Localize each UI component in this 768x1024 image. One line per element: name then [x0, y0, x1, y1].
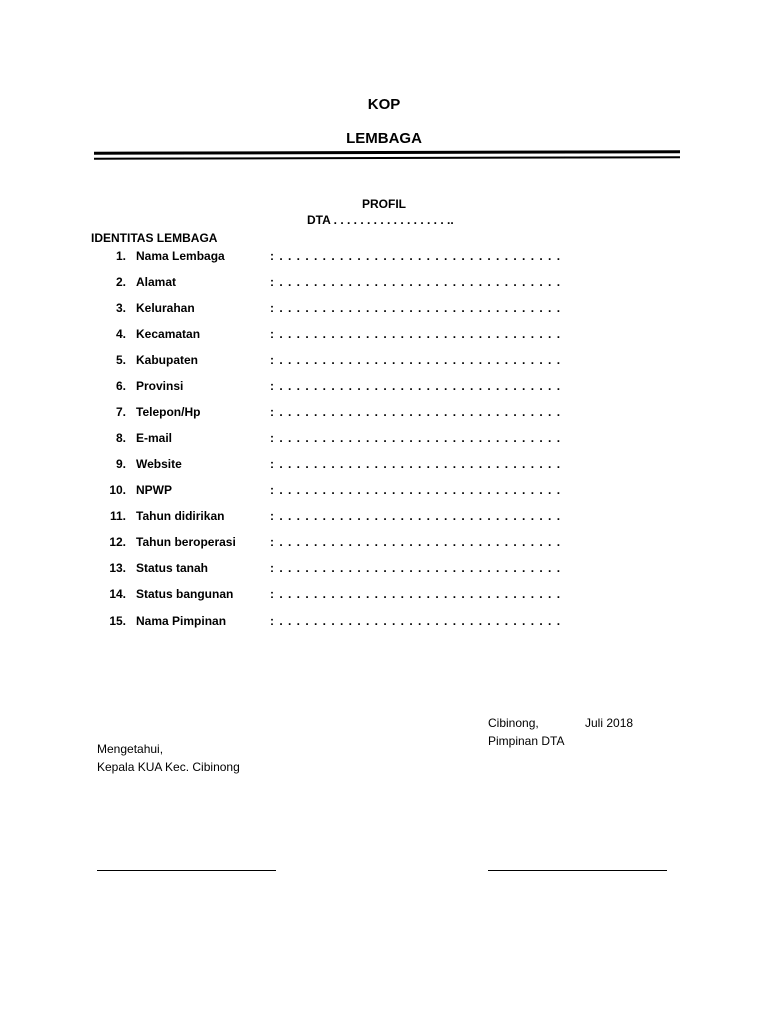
field-number: 10. [109, 483, 126, 497]
field-row [0, 431, 768, 451]
document-subtitle: DTA . . . . . . . . . . . . . . . . . .. [307, 213, 454, 227]
field-value-blank: : . . . . . . . . . . . . . . . . . . . . . . . . . . . . . . . . . [270, 405, 562, 419]
field-label: Website [136, 457, 182, 471]
field-row [0, 327, 768, 347]
field-label: Kabupaten [136, 353, 199, 367]
field-row [0, 614, 768, 634]
field-value-blank: : . . . . . . . . . . . . . . . . . . . . . . . . . . . . . . . . . [270, 457, 562, 471]
letterhead-rule-thick [94, 150, 680, 155]
signature-date: Juli 2018 [585, 716, 634, 730]
field-row [0, 379, 768, 399]
field-label: NPWP [136, 483, 172, 497]
field-value-blank: : . . . . . . . . . . . . . . . . . . . . . . . . . . . . . . . . . [270, 301, 562, 315]
field-number: 2. [115, 275, 126, 289]
field-label: Tahun beroperasi [136, 535, 236, 549]
field-number: 9. [115, 457, 126, 471]
field-value-blank: : . . . . . . . . . . . . . . . . . . . . . . . . . . . . . . . . . [270, 379, 562, 393]
letterhead-line-2: LEMBAGA [346, 130, 422, 147]
field-number: 4. [115, 327, 126, 341]
field-number: 13. [109, 561, 126, 575]
field-label: Tahun didirikan [136, 509, 225, 523]
signature-line-left [97, 870, 276, 871]
field-row [0, 457, 768, 477]
field-label: Provinsi [136, 379, 184, 393]
field-number: 6. [115, 379, 126, 393]
field-number: 12. [109, 535, 126, 549]
section-title: IDENTITAS LEMBAGA [91, 231, 218, 245]
field-value-blank: : . . . . . . . . . . . . . . . . . . . . . . . . . . . . . . . . . [270, 249, 562, 263]
field-row [0, 275, 768, 295]
field-number: 8. [115, 431, 126, 445]
letterhead-rule-thin [94, 156, 680, 159]
field-number: 3. [115, 301, 126, 315]
field-value-blank: : . . . . . . . . . . . . . . . . . . . . . . . . . . . . . . . . . [270, 483, 562, 497]
field-number: 5. [115, 353, 126, 367]
signature-line-right [488, 870, 667, 871]
field-label: E-mail [136, 431, 173, 445]
signature-left-role: Kepala KUA Kec. Cibinong [97, 760, 240, 774]
document-title: PROFIL [362, 197, 406, 211]
signature-acknowledged: Mengetahui, [97, 742, 164, 756]
field-value-blank: : . . . . . . . . . . . . . . . . . . . . . . . . . . . . . . . . . [270, 327, 562, 341]
field-row [0, 353, 768, 373]
letterhead-line-1: KOP [367, 96, 401, 113]
field-value-blank: : . . . . . . . . . . . . . . . . . . . . . . . . . . . . . . . . . [270, 587, 562, 601]
field-label: Telepon/Hp [136, 405, 201, 419]
field-value-blank: : . . . . . . . . . . . . . . . . . . . . . . . . . . . . . . . . . [270, 353, 562, 367]
field-row [0, 405, 768, 425]
field-label: Status tanah [136, 561, 209, 575]
field-value-blank: : . . . . . . . . . . . . . . . . . . . . . . . . . . . . . . . . . [270, 509, 562, 523]
field-row [0, 587, 768, 607]
field-row [0, 535, 768, 555]
field-number: 14. [109, 587, 126, 601]
field-label: Status bangunan [136, 587, 234, 601]
signature-right-role: Pimpinan DTA [488, 734, 565, 748]
field-value-blank: : . . . . . . . . . . . . . . . . . . . . . . . . . . . . . . . . . [270, 614, 562, 628]
field-value-blank: : . . . . . . . . . . . . . . . . . . . . . . . . . . . . . . . . . [270, 561, 562, 575]
signature-place: Cibinong, [488, 716, 539, 730]
field-row [0, 561, 768, 581]
field-label: Nama Pimpinan [136, 614, 227, 628]
field-row [0, 509, 768, 529]
field-value-blank: : . . . . . . . . . . . . . . . . . . . . . . . . . . . . . . . . . [270, 431, 562, 445]
field-row [0, 483, 768, 503]
field-label: Alamat [136, 275, 177, 289]
field-value-blank: : . . . . . . . . . . . . . . . . . . . . . . . . . . . . . . . . . [270, 535, 562, 549]
field-number: 11. [109, 509, 126, 523]
field-label: Kelurahan [136, 301, 195, 315]
field-number: 7. [115, 405, 126, 419]
field-number: 1. [115, 249, 126, 263]
field-value-blank: : . . . . . . . . . . . . . . . . . . . . . . . . . . . . . . . . . [270, 275, 562, 289]
field-row [0, 249, 768, 269]
field-row [0, 301, 768, 321]
field-label: Kecamatan [136, 327, 201, 341]
field-number: 15. [109, 614, 126, 628]
field-label: Nama Lembaga [136, 249, 225, 263]
